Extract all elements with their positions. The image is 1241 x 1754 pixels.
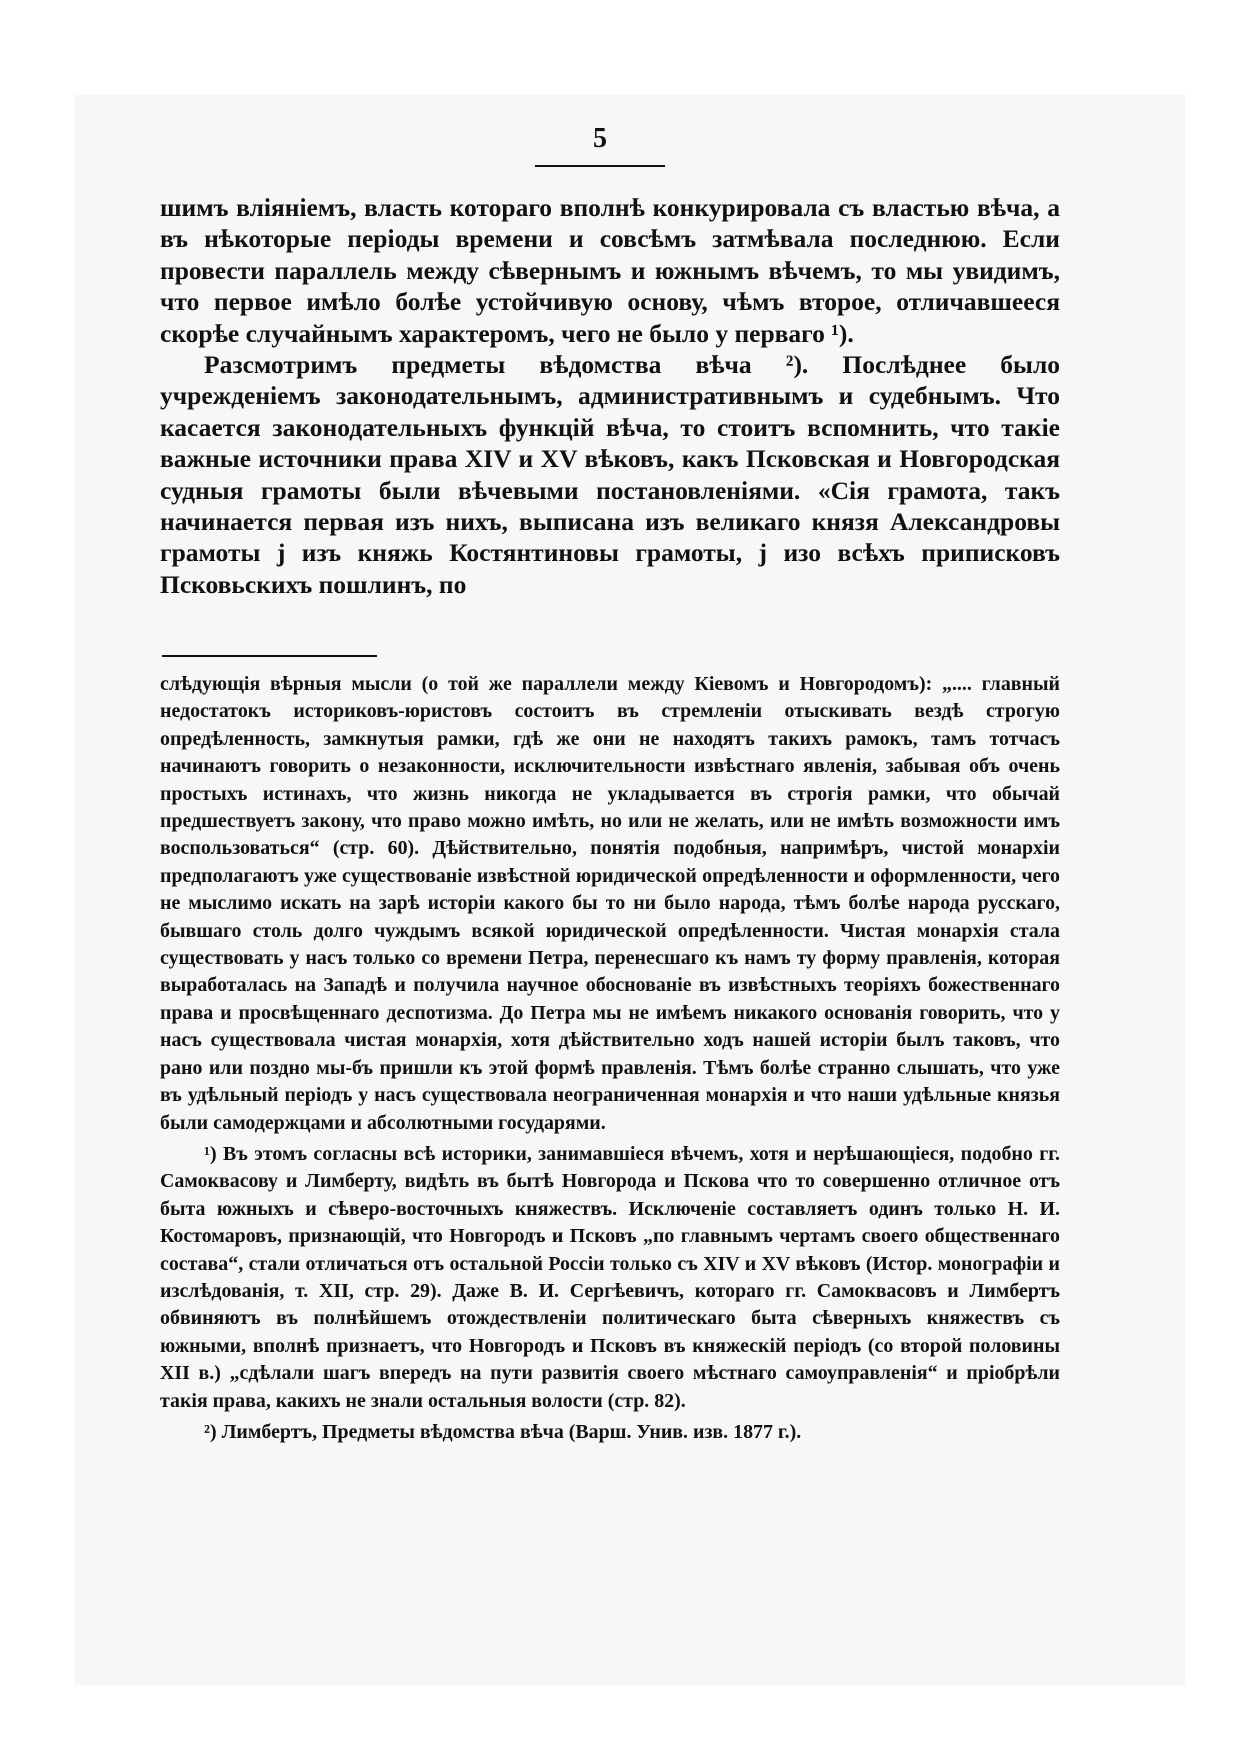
footnote-1-marker: ¹) <box>204 1142 217 1165</box>
footnote-1-text: Въ этомъ согласны всѣ историки, занимавшіеся вѣчемъ, хотя и нерѣшающіеся, подобно гг. Самоквасову и Лимберту, видѣть въ бытѣ Новгорода и Пскова что то совершенно отличное отъ быта южныхъ и сѣверо-восточныхъ княжествъ. Исключеніе составляетъ одинъ только Н. И. Костомаровъ, признающій, что Новгородъ и Псковъ „по главнымъ чертамъ своего общественнаго состава“, стали отличаться отъ остальной Россіи только съ XIV и XV вѣковъ (Истор. монографіи и изслѣдованія, т. XII, стр. 29). Даже В. И. Сергѣевичъ, котораго гг. Самоквасовъ и Лимбертъ обвиняютъ въ полнѣйшемъ отождествленіи политическаго быта сѣверныхъ княжествъ съ южными, вполнѣ признаетъ, что Новгородъ и Псковъ въ княжескій періодъ (со второй половины XII в.) „сдѣлали шагъ впередъ на пути развитія своего мѣстнаго самоуправленія“ и пріобрѣли такія права, какихъ не знали остальныя волости (стр. 82). <box>160 1142 1060 1412</box>
footnote-2-text: Лимбертъ, Предметы вѣдомства вѣча (Варш. Унив. изв. 1877 г.). <box>221 1420 802 1443</box>
page-number: 5 <box>593 123 607 154</box>
footnote-2-marker: ²) <box>204 1420 217 1443</box>
main-paragraph-1: шимъ вліяніемъ, власть котораго вполнѣ конкурировала съ властью вѣча, а въ нѣкоторые періоды времени и совсѣмъ затмѣвала последнюю. Если провести параллель между сѣвернымъ и южнымъ вѣчемъ, то мы увидимъ, что первое имѣло болѣе устойчивую основу, чѣмъ второе, отличавшееся скорѣе случайнымъ характеромъ, чего не было у перваго ¹). <box>160 193 1060 348</box>
main-paragraph-2: Разсмотримъ предметы вѣдомства вѣча ²). Послѣднее было учрежденіемъ законодательнымъ, административнымъ и судебнымъ. Что касается законодательныхъ функцій вѣча, то стоитъ вспомнить, что такіе важные источники права XIV и XV вѣковъ, какъ Псковская и Новгородская судныя грамоты были вѣчевыми постановленіями. «Сія грамота, такъ начинается первая изъ нихъ, выписана изъ великаго князя Александровы грамоты ј изъ княжь Костянтиновы грамоты, ј изо всѣхъ приписковъ Псковьскихъ пошлинъ, по <box>160 350 1060 599</box>
footnote-2 <box>160 1419 1060 1446</box>
footnote-continuation: слѣдующія вѣрныя мысли (о той же параллели между Кіевомъ и Новгородомъ): „.... главный недостатокъ историковъ-юристовъ состоитъ въ стремленіи отыскивать вездѣ строгую опредѣленность, замкнутыя рамки, гдѣ же они не находятъ такихъ рамокъ, тамъ тотчасъ начинаютъ говорить о незаконности, исключительности извѣстнаго явленія, забывая объ очень простыхъ истинахъ, что жизнь никогда не укладывается въ строгія рамки, что обычай предшествуетъ закону, что право можно имѣть, но или не желать, или не имѣть возможности имъ воспользоваться“ (стр. 60). Дѣйствительно, понятія подобныя, напримѣръ, чистой монархіи предполагаютъ уже существованіе извѣстной юридической опредѣленности и оформленности, чего не мыслимо искать на зарѣ исторіи какого бы то ни было народа, тѣмъ болѣе народа русскаго, бывшаго столь долго чуждымъ всякой юридической опредѣленности. Чистая монархія стала существовать у насъ только со времени Петра, перенесшаго къ намъ ту форму правленія, которая выработалась на Западѣ и получила научное обоснованіе въ извѣстныхъ теоріяхъ божественнаго права и просвѣщеннаго деспотизма. До Петра мы не имѣемъ никакого основанія говорить, что у насъ существовала чистая монархія, хотя дѣйствительно ходъ нашей исторіи былъ таковъ, что рано или поздно мы-бъ пришли къ этой формѣ правленія. Тѣмъ болѣе странно слышать, что уже въ удѣльный періодъ у насъ существовала неограниченная монархія и что наши удѣльные князья были самодержцами и абсолютными государями. <box>160 673 1060 1134</box>
footnotes <box>160 671 1060 1446</box>
footnote-1 <box>160 1141 1060 1415</box>
footnote-separator <box>162 655 377 657</box>
main-text <box>160 192 1060 600</box>
page-number-rule <box>535 165 665 167</box>
